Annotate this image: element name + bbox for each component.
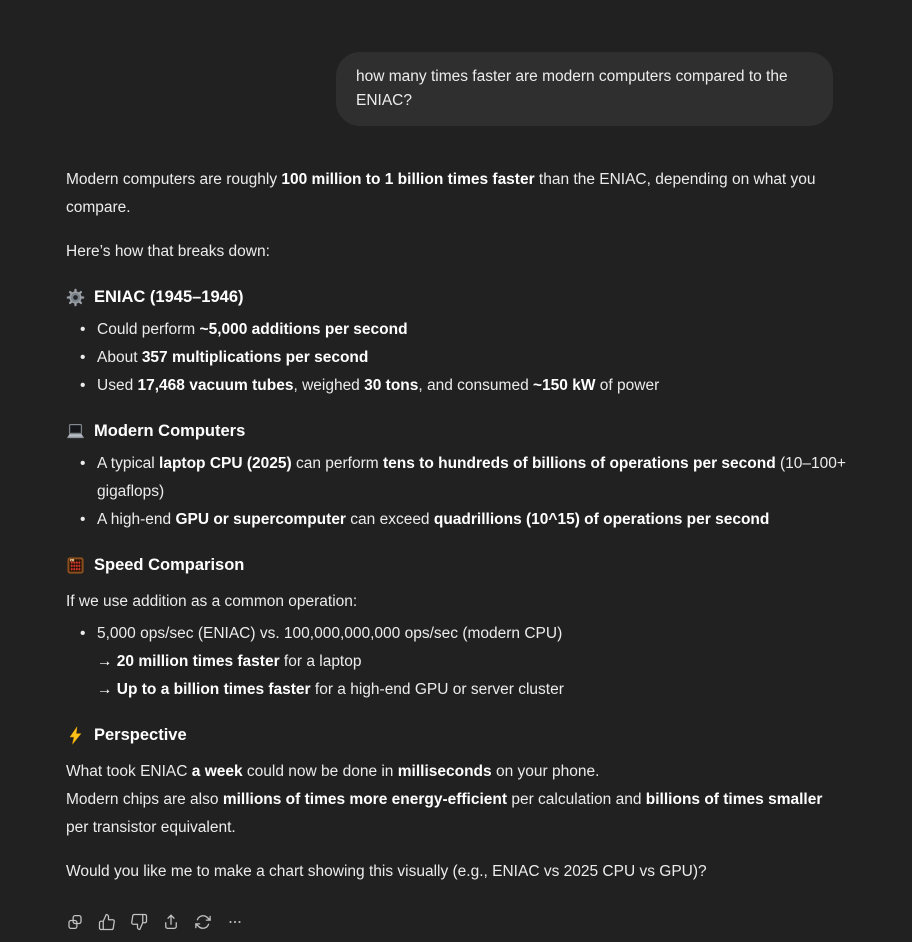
message-action-bar	[61, 908, 846, 936]
list-item: • A high-end GPU or supercomputer can exceed quadrillions (10^15) of operations per second	[97, 506, 846, 534]
refresh-icon	[194, 913, 212, 931]
user-message-row	[66, 52, 833, 126]
section-title: Perspective	[94, 726, 187, 744]
section-heading-perspective	[66, 720, 846, 750]
upload-icon	[162, 913, 180, 931]
thumbs-down-button[interactable]	[125, 908, 153, 936]
thumbs-up-icon	[98, 913, 116, 931]
ellipsis-icon	[226, 913, 244, 931]
section-heading-eniac	[66, 282, 846, 312]
laptop-emoji-icon	[66, 422, 85, 441]
breakdown-lead-paragraph: Here’s how that breaks down:	[66, 243, 270, 260]
more-button[interactable]	[221, 908, 249, 936]
lightning-emoji-icon	[66, 726, 85, 745]
list-item: • Could perform ~5,000 additions per second	[97, 316, 846, 344]
list-item: • A typical laptop CPU (2025) can perform tens to hundreds of billions of operations per second (10–100+ gigaflops)	[97, 450, 846, 506]
speed-comparison-list	[66, 620, 846, 704]
section-title: ENIAC (1945–1946)	[94, 288, 244, 306]
list-item: • Used 17,468 vacuum tubes, weighed 30 tons, and consumed ~150 kW of power	[97, 372, 846, 400]
gear-emoji-icon	[66, 288, 85, 307]
section-title: Speed Comparison	[94, 556, 245, 574]
list-item: • About 357 multiplications per second	[97, 344, 846, 372]
speed-lead-paragraph: If we use addition as a common operation:	[66, 593, 358, 610]
section-heading-speed-comparison	[66, 550, 846, 580]
user-message-bubble: how many times faster are modern computers compared to the ENIAC?	[336, 52, 833, 126]
chat-thread	[66, 0, 846, 936]
regenerate-button[interactable]	[189, 908, 217, 936]
share-button[interactable]	[157, 908, 185, 936]
copy-button[interactable]	[61, 908, 89, 936]
list-item: • 5,000 ops/sec (ENIAC) vs. 100,000,000,000 ops/sec (modern CPU) → 20 million times faster for a laptop → Up to a billion times faster for a high-end GPU or server cluster	[97, 620, 846, 704]
copy-icon	[66, 913, 84, 931]
perspective-paragraph: What took ENIAC a week could now be done in milliseconds on your phone. Modern chips are also millions of times more energy-efficient per calculation and billions of times smaller per transistor equivalent.	[66, 763, 823, 836]
assistant-message	[66, 166, 846, 936]
thumbs-up-button[interactable]	[93, 908, 121, 936]
abacus-emoji-icon	[66, 556, 85, 575]
section-title: Modern Computers	[94, 422, 246, 440]
thumbs-down-icon	[130, 913, 148, 931]
eniac-list	[66, 316, 846, 400]
closing-question-paragraph: Would you like me to make a chart showing this visually (e.g., ENIAC vs 2025 CPU vs GPU)?	[66, 863, 707, 880]
modern-computers-list	[66, 450, 846, 534]
intro-paragraph: Modern computers are roughly 100 million to 1 billion times faster than the ENIAC, depending on what you compare.	[66, 171, 816, 216]
section-heading-modern-computers	[66, 416, 846, 446]
